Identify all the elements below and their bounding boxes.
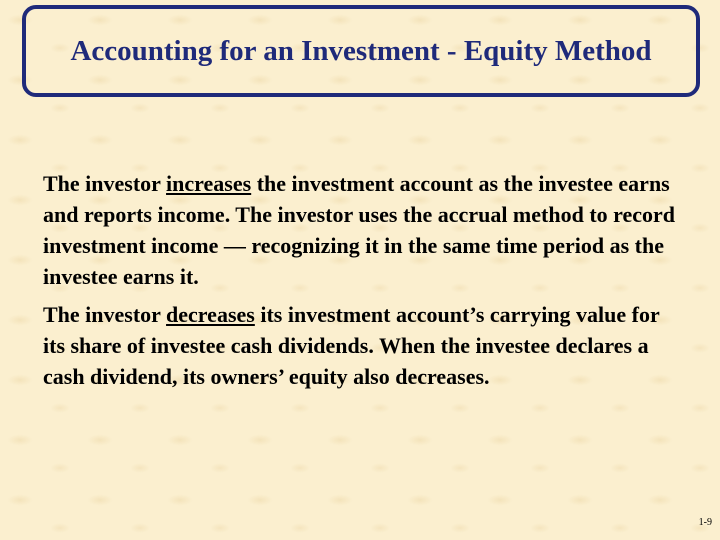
slide-body (43, 168, 683, 399)
increases-emphasis: increases (166, 171, 252, 196)
title-box (22, 5, 700, 97)
slide-number: 1-9 (698, 517, 712, 528)
slide-title: Accounting for an Investment - Equity Method (70, 34, 652, 67)
paragraph-1-start: The investor (43, 171, 167, 196)
decreases-emphasis: decreases (166, 302, 255, 327)
paragraph-increases (43, 168, 683, 292)
paragraph-2-rest: its investment account’s carrying value for its share of investee cash dividends. When the investee declares a cash dividend, its owners’ equity also decreases. (43, 302, 660, 389)
paragraph-decreases (43, 299, 683, 392)
paragraph-2-start: The investor (43, 302, 167, 327)
paragraph-1-rest: the investment account as the investee earns and reports income. The investor uses the accrual method to record investment income — recognizing it in the same time period as the investee earns it. (43, 171, 676, 289)
